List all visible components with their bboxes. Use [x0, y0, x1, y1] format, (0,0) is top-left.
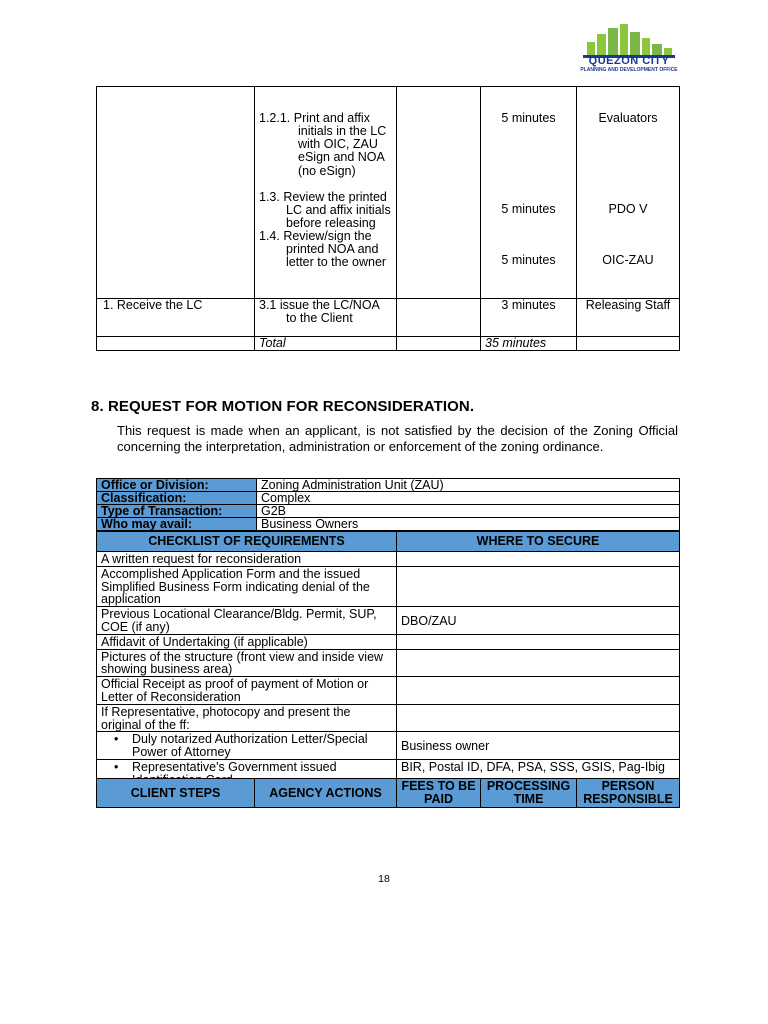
checklist-header: CHECKLIST OF REQUIREMENTS — [97, 532, 397, 552]
person-value: OIC-ZAU — [602, 253, 654, 268]
requirement-item — [97, 732, 397, 760]
table-row — [97, 518, 680, 531]
table-row — [97, 505, 680, 518]
total-empty-cell — [577, 337, 680, 351]
info-label: Classification: — [97, 492, 257, 505]
requirement-where: Business owner — [397, 732, 680, 760]
requirement-where — [397, 704, 680, 732]
section-heading: 8. REQUEST FOR MOTION FOR RECONSIDERATION. — [91, 398, 475, 415]
table-row — [97, 87, 680, 299]
bullet-item: • Representative's Government issued — [101, 761, 392, 787]
info-value: Complex — [257, 492, 680, 505]
requirement-item: A written request for reconsideration — [97, 552, 397, 567]
table-row — [97, 732, 680, 760]
process-steps-continued-table — [96, 86, 680, 351]
logo-name: QUEZON CITY — [588, 55, 670, 67]
processing-time-cell — [481, 87, 577, 299]
table-row — [97, 704, 680, 732]
page-number: 18 — [378, 873, 390, 885]
info-label: Office or Division: — [97, 479, 257, 492]
time-value: 5 minutes — [501, 253, 556, 268]
total-label: Total — [255, 337, 397, 351]
person-responsible-cell — [577, 87, 680, 299]
info-label: Type of Transaction: — [97, 505, 257, 518]
requirement-item: Pictures of the structure (front view and inside view showing business area) — [97, 649, 397, 677]
info-value: Zoning Administration Unit (ZAU) — [257, 479, 680, 492]
fees-cell — [397, 87, 481, 299]
agency-action-step: 1.4. Review/sign the printed NOA and letter to the owner — [259, 229, 387, 270]
total-empty-cell — [397, 337, 481, 351]
fees-cell — [397, 299, 481, 337]
person-responsible-cell: Releasing Staff — [577, 299, 680, 337]
total-time: 35 minutes — [481, 337, 577, 351]
person-responsible-header: PERSON RESPONSIBLE — [577, 779, 680, 808]
info-value: G2B — [257, 505, 680, 518]
requirement-item: If Representative, photocopy and present the original of the ff: — [97, 704, 397, 732]
requirement-where — [397, 677, 680, 705]
requirement-item: Affidavit of Undertaking (if applicable) — [97, 634, 397, 649]
client-step-cell: 1. Receive the LC — [97, 299, 255, 337]
requirement-where — [397, 634, 680, 649]
section-intro: This request is made when an applicant, is not satisfied by the decision of the Zoning Official concerning the interpretation, administration or enforcement of the zoning ordinance. — [117, 423, 678, 454]
agency-action-cell — [255, 87, 397, 299]
table-row — [97, 299, 680, 337]
table-row — [97, 479, 680, 492]
requirement-item: Official Receipt as proof of payment of Motion or Letter of Reconsideration — [97, 677, 397, 705]
bullet-item: • Duly notarized Authorization Letter/Special Power of Attorney — [101, 733, 392, 759]
requirement-where — [397, 649, 680, 677]
table-header-row — [97, 779, 680, 808]
agency-action-step: 1.3. Review the printed LC and affix initials before releasing — [259, 189, 391, 230]
time-value: 5 minutes — [501, 111, 556, 125]
processing-time-header: PROCESSING TIME — [481, 779, 577, 808]
info-label: Who may avail: — [97, 518, 257, 531]
time-value: 5 minutes — [501, 202, 556, 217]
logo-office: PLANNING AND DEVELOPMENT OFFICE — [580, 67, 678, 73]
table-row — [97, 552, 680, 567]
agency-actions-header: AGENCY ACTIONS — [255, 779, 397, 808]
city-skyline-icon — [579, 24, 679, 58]
table-row — [97, 677, 680, 705]
person-value: Evaluators — [598, 111, 658, 125]
service-info-table — [96, 478, 680, 531]
table-row — [97, 634, 680, 649]
table-row — [97, 566, 680, 606]
processing-time-cell: 3 minutes — [481, 299, 577, 337]
requirement-item: Previous Locational Clearance/Bldg. Permit, SUP, COE (if any) — [97, 607, 397, 635]
table-row — [97, 649, 680, 677]
table-header-row — [97, 532, 680, 552]
client-steps-header: CLIENT STEPS — [97, 779, 255, 808]
requirement-item: Accomplished Application Form and the issued Simplified Business Form indicating denial of the application — [97, 566, 397, 606]
table-row — [97, 492, 680, 505]
fees-header: FEES TO BE PAID — [397, 779, 481, 808]
total-row — [97, 337, 680, 351]
agency-action-step: 3.1 issue the LC/NOA to the Client — [259, 298, 380, 326]
requirement-where: BIR, Postal ID, DFA, PSA, SSS, GSIS, Pag-Ibig — [397, 759, 680, 787]
agency-action-step: 1.2.1. Print and affix initials in the LC with OIC, ZAU eSign and NOA (no eSign) — [259, 111, 387, 178]
requirements-table — [96, 531, 680, 788]
person-value: PDO V — [608, 202, 648, 217]
client-step-cell — [97, 87, 255, 299]
info-value: Business Owners — [257, 518, 680, 531]
total-empty-cell — [97, 337, 255, 351]
requirement-where — [397, 566, 680, 606]
quezon-city-logo — [579, 24, 679, 76]
requirement-where — [397, 552, 680, 567]
table-row — [97, 607, 680, 635]
where-header: WHERE TO SECURE — [397, 532, 680, 552]
process-steps-header-table — [96, 778, 680, 808]
agency-action-cell — [255, 299, 397, 337]
requirement-where: DBO/ZAU — [397, 607, 680, 635]
